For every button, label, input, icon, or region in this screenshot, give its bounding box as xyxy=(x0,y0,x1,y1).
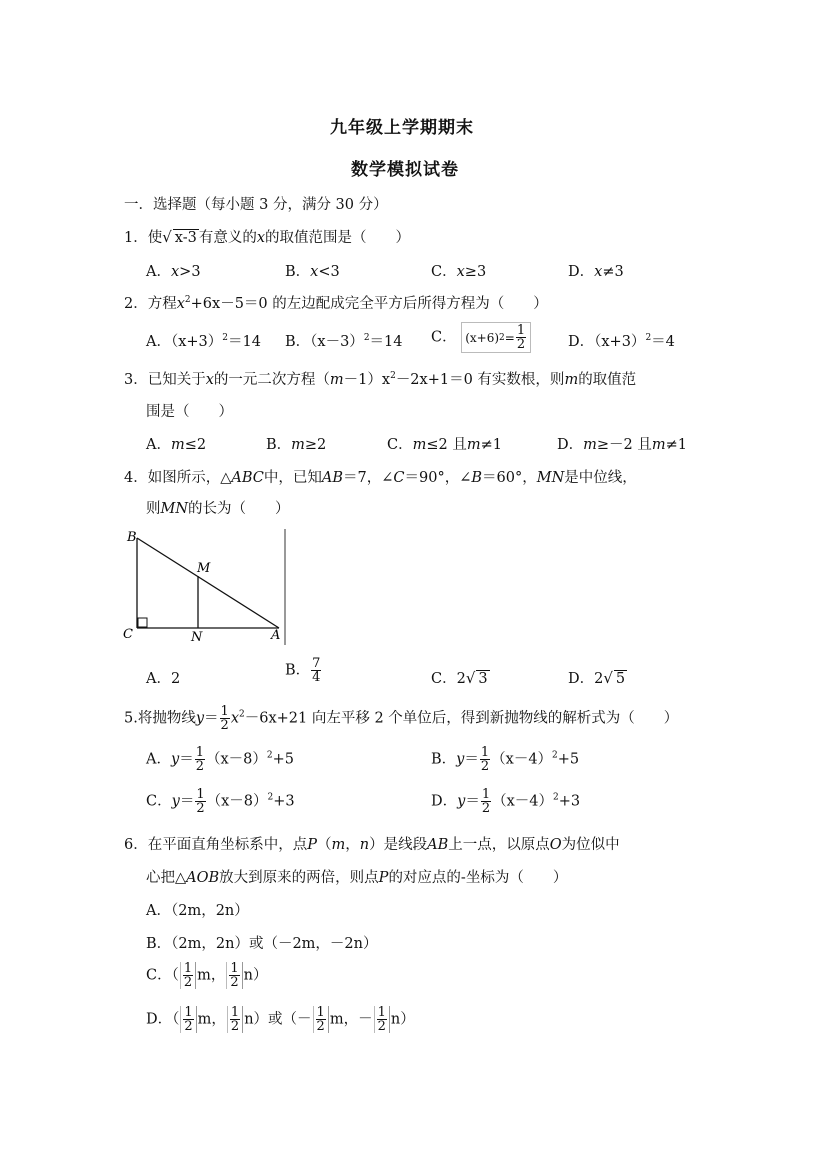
q1-option-b[interactable]: B．x<3 xyxy=(285,264,340,280)
question-5: 5.将抛物线y＝ $\frac{1}{2}$ $x^2-6x+21$ 向左平移 2 个单位后，得到新抛物线的解析式为（ ） xyxy=(124,704,679,733)
sqrt-icon: √ xyxy=(465,669,476,687)
question-4-line-2: 则MN的长为（ ） xyxy=(146,501,290,517)
label-m: M xyxy=(197,561,211,576)
q4-option-d[interactable]: D．2√ 5 xyxy=(568,669,626,687)
sqrt-icon: √ xyxy=(603,669,613,687)
q3-option-a[interactable]: A．m≤2 xyxy=(146,437,207,453)
section-heading: 一．选择题（每小题 3 分，满分 30 分） xyxy=(124,197,388,213)
question-6-line-1: 6．在平面直角坐标系中，点P（m，n）是线段AB上一点，以原点O为位似中 xyxy=(124,837,620,853)
q2-option-c[interactable]: C． (x+6) 2 = $\frac{1}{2}$ xyxy=(431,322,531,353)
q5-option-b[interactable]: B．y＝ $\frac{1}{2}$ $(x-4)^2+5$ xyxy=(431,745,580,774)
q1-radicand: x-3 xyxy=(174,230,197,246)
question-1 xyxy=(124,226,410,247)
q1-option-d[interactable]: D．x≠3 xyxy=(568,264,624,280)
q4-option-a[interactable]: A．2 xyxy=(146,671,181,687)
question-4-line-1: 4．如图所示，△ABC中，已知AB＝7，∠C＝90°，∠B＝60°，MN是中位线， xyxy=(124,470,637,486)
q4-option-b[interactable]: B． $\frac{7}{4}$ xyxy=(285,656,321,685)
q2-option-b[interactable]: B．$(x-3)^2=14$ xyxy=(285,333,403,350)
q4-option-c[interactable]: C．2√ 3 xyxy=(431,669,488,687)
triangle-figure xyxy=(118,525,293,647)
question-3-line-2: 围是（ ） xyxy=(146,404,233,420)
q1-pre: 使 xyxy=(147,230,163,246)
q6-option-b[interactable]: B．（2m，2n）或（－2m，－2n） xyxy=(146,936,378,952)
q3-option-c[interactable]: C．m≤2 且m≠1 xyxy=(387,437,502,453)
q1-mid: 有意义的 xyxy=(198,230,257,246)
label-n: N xyxy=(191,630,203,645)
q6-option-c[interactable]: C．（ $\frac{1}{2}$ m， $\frac{1}{2}$ n） xyxy=(146,961,268,990)
label-a: A xyxy=(271,628,281,643)
q2-option-c-formula: (x+6) 2 = $\frac{1}{2}$ xyxy=(461,322,531,353)
question-3-line-1: 3．已知关于x的一元二次方程$(m-1)x^2-2x+1=0$ 有实数根，则m的取值范 xyxy=(124,371,637,388)
q5-option-a[interactable]: A．y＝ $\frac{1}{2}$ $(x-8)^2+5$ xyxy=(146,745,294,774)
q1-option-c[interactable]: C．x≥3 xyxy=(431,264,487,280)
q1-post: 的取值范围是（ ） xyxy=(265,230,411,246)
q3-option-d[interactable]: D．m≥－2 且m≠1 xyxy=(557,437,687,453)
side-ab xyxy=(137,538,279,628)
question-6-line-2: 心把△AOB放大到原来的两倍，则点P的对应点的-坐标为（ ） xyxy=(146,870,568,886)
q6-option-d[interactable]: D．（ $\frac{1}{2}$ m， $\frac{1}{2}$ n）或（－ $\frac{1}{2}$ m，－ $\frac{1}{2}$ n） xyxy=(146,1005,415,1034)
right-angle-marker xyxy=(138,618,147,627)
q1-var: x xyxy=(256,230,266,246)
sqrt-icon: √ xyxy=(162,228,172,246)
page-subtitle: 数学模拟试卷 xyxy=(351,160,459,180)
q6-option-a[interactable]: A．（2m，2n） xyxy=(146,903,249,919)
label-b: B xyxy=(127,530,137,545)
q5-option-d[interactable]: D．y＝ $\frac{1}{2}$ $(x-4)^2+3$ xyxy=(431,787,581,816)
q3-option-b[interactable]: B．m≥2 xyxy=(266,437,327,453)
q5-option-c[interactable]: C．y＝ $\frac{1}{2}$ $(x-8)^2+3$ xyxy=(146,787,295,816)
page-title: 九年级上学期期末 xyxy=(330,118,474,138)
q2-option-d[interactable]: D．$(x+3)^2=4$ xyxy=(568,333,675,350)
q1-option-a[interactable]: A．x>3 xyxy=(146,264,201,280)
question-2: 2．方程$x^2+6x-5=0$ 的左边配成完全平方后所得方程为（ ） xyxy=(124,295,548,312)
q2-option-a[interactable]: A．$(x+3)^2=14$ xyxy=(146,333,261,350)
q1-number: 1． xyxy=(124,230,148,246)
label-c: C xyxy=(123,627,133,642)
